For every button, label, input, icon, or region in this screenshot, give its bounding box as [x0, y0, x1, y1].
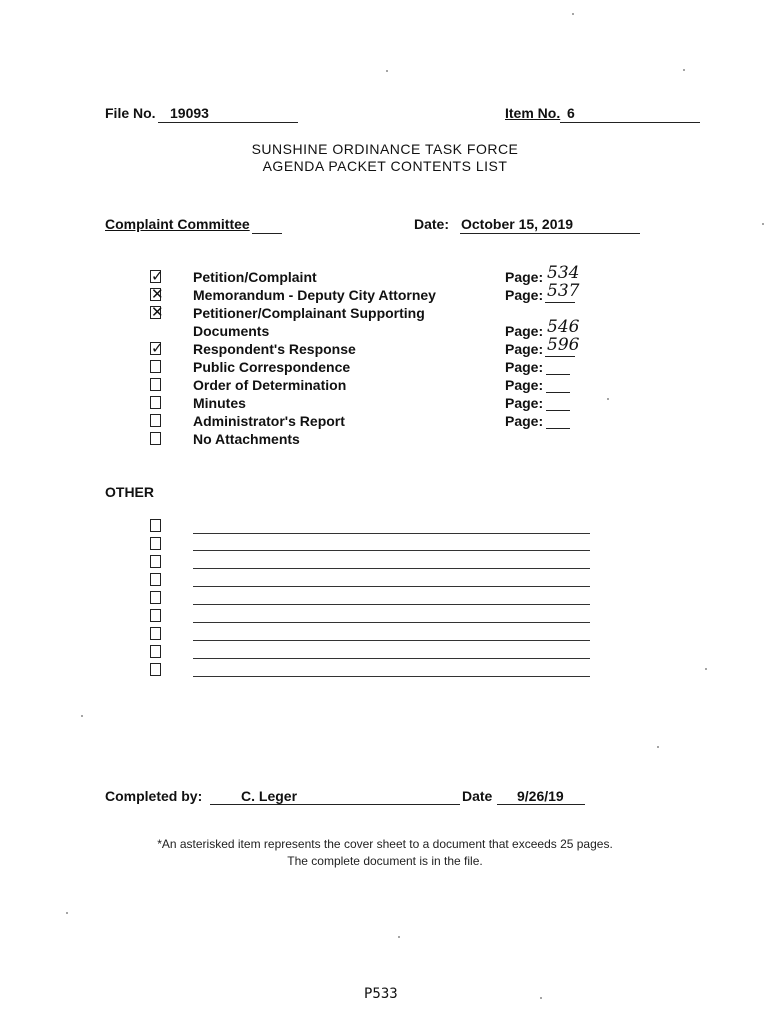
- item-label-order-of-determination: Order of Determination: [193, 377, 347, 393]
- item-number-value: 6: [567, 105, 575, 121]
- scan-speck: [572, 13, 574, 15]
- item-label-public-correspondence: Public Correspondence: [193, 359, 351, 375]
- committee-name: Complaint Committee: [105, 216, 250, 232]
- file-number-label: File No.: [105, 105, 156, 121]
- other-entry-line[interactable]: [193, 622, 590, 623]
- scan-speck: [540, 997, 542, 999]
- other-entry-line[interactable]: [193, 676, 590, 677]
- date-label: Date:: [414, 216, 450, 232]
- item-label-documents: Documents: [193, 323, 270, 339]
- item-label-minutes: Minutes: [193, 395, 246, 411]
- other-checkbox[interactable]: [150, 555, 161, 568]
- checkbox-petition-complaint[interactable]: [150, 267, 164, 285]
- checkbox-memorandum[interactable]: [150, 285, 164, 303]
- item-label-memorandum: Memorandum - Deputy City Attorney: [193, 287, 436, 303]
- meeting-date: October 15, 2019: [461, 216, 574, 232]
- other-entry-line[interactable]: [193, 533, 590, 534]
- completed-date-underline: [497, 804, 585, 805]
- page-label: Page:: [505, 269, 544, 285]
- page-label: Page:: [505, 323, 544, 339]
- page-label: Page:: [505, 413, 544, 429]
- other-checkbox[interactable]: [150, 627, 161, 640]
- other-entry-line[interactable]: [193, 568, 590, 569]
- page-number-handwritten: 596: [547, 335, 580, 355]
- page-label: Page:: [505, 395, 544, 411]
- other-checkbox[interactable]: [150, 519, 161, 532]
- page-underline: [545, 356, 575, 357]
- other-checkbox[interactable]: [150, 645, 161, 658]
- completed-by-underline: [210, 804, 460, 805]
- other-entry-line[interactable]: [193, 550, 590, 551]
- document-title: SUNSHINE ORDINANCE TASK FORCE: [251, 141, 519, 157]
- item-label-respondent-response: Respondent's Response: [193, 341, 356, 357]
- item-number-underline: [560, 122, 700, 123]
- checkbox-minutes[interactable]: [150, 396, 161, 409]
- check-mark-icon: ✓: [151, 267, 164, 285]
- completed-date: 9/26/19: [517, 788, 564, 804]
- page-label: Page:: [505, 377, 544, 393]
- item-label-petition-complaint: Petition/Complaint: [193, 269, 317, 285]
- checkbox-order-of-determination[interactable]: [150, 378, 161, 391]
- check-mark-icon: ✓: [151, 339, 164, 357]
- page-label: Page:: [505, 359, 544, 375]
- file-number-value: 19093: [170, 105, 209, 121]
- page-underline: [545, 302, 575, 303]
- page-number-handwritten: 537: [547, 281, 580, 301]
- scan-speck: [657, 746, 659, 748]
- completed-date-label: Date: [462, 788, 493, 804]
- asterisk-note-continued: The complete document is in the file.: [287, 854, 483, 868]
- other-checkbox[interactable]: [150, 663, 161, 676]
- scan-speck: [386, 70, 388, 72]
- other-checkbox[interactable]: [150, 609, 161, 622]
- meeting-date-underline: [460, 233, 640, 234]
- page-label: Page:: [505, 287, 544, 303]
- other-entry-line[interactable]: [193, 604, 590, 605]
- checkbox-supporting-documents[interactable]: [150, 303, 164, 321]
- checkbox-respondent-response[interactable]: [150, 339, 164, 357]
- scan-speck: [81, 715, 83, 717]
- scan-speck: [683, 69, 685, 71]
- page-blank: [546, 374, 570, 375]
- other-checkbox[interactable]: [150, 591, 161, 604]
- item-label-supporting: Petitioner/Complainant Supporting: [193, 305, 425, 321]
- page-blank: [546, 410, 570, 411]
- x-mark-icon: ✕: [151, 303, 164, 321]
- scan-speck: [762, 223, 764, 225]
- checkbox-administrators-report[interactable]: [150, 414, 161, 427]
- other-heading: OTHER: [105, 484, 154, 500]
- scan-speck: [66, 912, 68, 914]
- page-label: Page:: [505, 341, 544, 357]
- page-blank: [546, 428, 570, 429]
- asterisk-note: *An asterisked item represents the cover sheet to a document that exceeds 25 pages.: [157, 837, 613, 851]
- item-number-label: Item No.: [505, 105, 561, 121]
- other-entry-line[interactable]: [193, 658, 590, 659]
- completed-by-label: Completed by:: [105, 788, 203, 804]
- committee-underline: [252, 233, 282, 234]
- page-number-handwritten: 534: [547, 263, 580, 283]
- page-number-handwritten: 546: [547, 317, 580, 337]
- scan-speck: [705, 668, 707, 670]
- scan-speck: [398, 936, 400, 938]
- other-entry-line[interactable]: [193, 586, 590, 587]
- file-number-underline: [158, 122, 298, 123]
- other-checkbox[interactable]: [150, 573, 161, 586]
- x-mark-icon: ✕: [151, 285, 164, 303]
- page-number: P533: [364, 986, 398, 1002]
- checkbox-public-correspondence[interactable]: [150, 360, 161, 373]
- completed-by-name: C. Leger: [241, 788, 298, 804]
- page-blank: [546, 392, 570, 393]
- scan-speck: [607, 398, 609, 400]
- other-checkbox[interactable]: [150, 537, 161, 550]
- document-subtitle: AGENDA PACKET CONTENTS LIST: [262, 158, 508, 174]
- checkbox-no-attachments[interactable]: [150, 432, 161, 445]
- item-label-no-attachments: No Attachments: [193, 431, 300, 447]
- item-label-administrators-report: Administrator's Report: [193, 413, 345, 429]
- other-entry-line[interactable]: [193, 640, 590, 641]
